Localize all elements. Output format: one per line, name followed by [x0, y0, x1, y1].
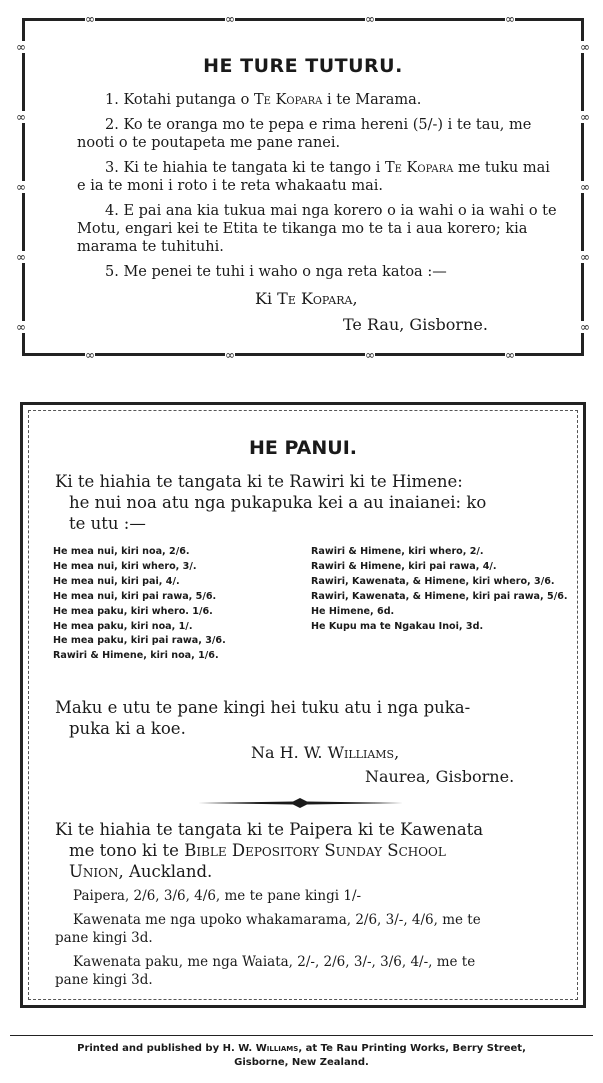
price-item: Rawiri & Himene, kiri whero, 2/.: [311, 546, 484, 557]
postage-note: Maku e utu te pane kingi hei tuku atu i nga puka- puka ki a koe.: [55, 698, 471, 738]
bible-price-item: Kawenata me nga upoko whakamarama, 2/6, 3/-, 4/6, me te pane kingi 3d.: [55, 912, 481, 946]
price-item: He mea nui, kiri noa, 2/6.: [53, 546, 190, 557]
border-knot-icon: ∞: [16, 320, 26, 334]
bible-price-item: Paipera, 2/6, 3/6, 4/6, me te pane kingi 1/-: [73, 888, 362, 904]
price-column-right: [311, 545, 581, 634]
border-knot-icon: ∞: [16, 40, 26, 54]
border-knot-icon: ∞: [85, 348, 95, 362]
rule-item: 2. Ko te oranga mo te pepa e rima hereni (5/-) i te tau, me nooti o te poutapeta me pane ranei.: [77, 117, 532, 151]
border-knot-icon: ∞: [16, 180, 26, 194]
border-knot-icon: ∞: [365, 12, 375, 26]
border-knot-icon: ∞: [225, 348, 235, 362]
border-knot-icon: ∞: [16, 110, 26, 124]
notice-frame-panui: [20, 402, 586, 1008]
intro-paragraph: Ki te hiahia te tangata ki te Rawiri ki te Himene: he nui noa atu nga pukapuka kei a au inaianei: ko te utu :—: [55, 472, 487, 533]
price-item: He mea nui, kiri whero, 3/.: [53, 560, 197, 572]
notice-frame-ture: [16, 12, 590, 362]
bible-paragraph: Ki te hiahia te tangata ki te Paipera ki te Kawenata me tono ki te Bible Depository Sunday School Union, Auckland.: [55, 820, 484, 881]
signature-place: Naurea, Gisborne.: [365, 767, 515, 786]
imprint-footer: Printed and published by H. W. Williams, at Te Rau Printing Works, Berry Street, Gisborne, New Zealand.: [77, 1043, 526, 1068]
border-knot-icon: ∞: [580, 110, 590, 124]
border-knot-icon: ∞: [580, 180, 590, 194]
price-item: He mea paku, kiri noa, 1/.: [53, 620, 193, 632]
notice-title: HE TURE TUTURU.: [203, 55, 403, 77]
price-column-left: [53, 545, 298, 664]
border-knot-icon: ∞: [580, 250, 590, 264]
price-item: He mea paku, kiri whero. 1/6.: [53, 605, 213, 617]
price-item: Rawiri & Himene, kiri noa, 1/6.: [53, 650, 219, 662]
rule-item: 3. Ki te hiahia te tangata ki te tango i Te Kopara me tuku mai e ia te moni i roto i te reta whakaatu mai.: [77, 160, 550, 194]
price-item: He mea nui, kiri pai, 4/.: [53, 575, 180, 587]
price-item: He Himene, 6d.: [311, 605, 395, 617]
rule-item: 1. Kotahi putanga o Te Kopara i te Marama.: [105, 92, 422, 108]
address-line-1: Ki Te Kopara,: [255, 289, 358, 308]
border-knot-icon: ∞: [580, 40, 590, 54]
signature-name: Na H. W. Williams,: [251, 743, 400, 762]
rule-item: 5. Me penei te tuhi i waho o nga reta katoa :—: [105, 264, 447, 280]
border-knot-icon: ∞: [505, 12, 515, 26]
footer-rule: [10, 1035, 593, 1036]
rules-list: [77, 91, 561, 288]
price-item: He mea paku, kiri pai rawa, 3/6.: [53, 635, 226, 647]
border-knot-icon: ∞: [85, 12, 95, 26]
border-knot-icon: ∞: [365, 348, 375, 362]
border-knot-icon: ∞: [505, 348, 515, 362]
ornamental-divider: [198, 798, 403, 808]
notice-title: HE PANUI.: [249, 437, 357, 459]
rule-item: 4. E pai ana kia tukua mai nga korero o ia wahi o ia wahi o te Motu, engari kei te Etita te tikanga mo te ta i aua korero; kia marama te tuhituhi.: [77, 203, 557, 255]
border-knot-icon: ∞: [225, 12, 235, 26]
price-item: He Kupu ma te Ngakau Inoi, 3d.: [311, 620, 484, 632]
price-item: Rawiri, Kawenata, & Himene, kiri pai rawa, 5/6.: [311, 590, 568, 602]
bible-price-item: Kawenata paku, me nga Waiata, 2/-, 2/6, 3/-, 3/6, 4/-, me te pane kingi 3d.: [55, 954, 476, 988]
price-item: He mea nui, kiri pai rawa, 5/6.: [53, 590, 217, 602]
border-knot-icon: ∞: [580, 320, 590, 334]
price-item: Rawiri, Kawenata, & Himene, kiri whero, 3/6.: [311, 575, 555, 587]
price-item: Rawiri & Himene, kiri pai rawa, 4/.: [311, 560, 497, 572]
border-knot-icon: ∞: [16, 250, 26, 264]
address-line-2: Te Rau, Gisborne.: [343, 315, 488, 334]
